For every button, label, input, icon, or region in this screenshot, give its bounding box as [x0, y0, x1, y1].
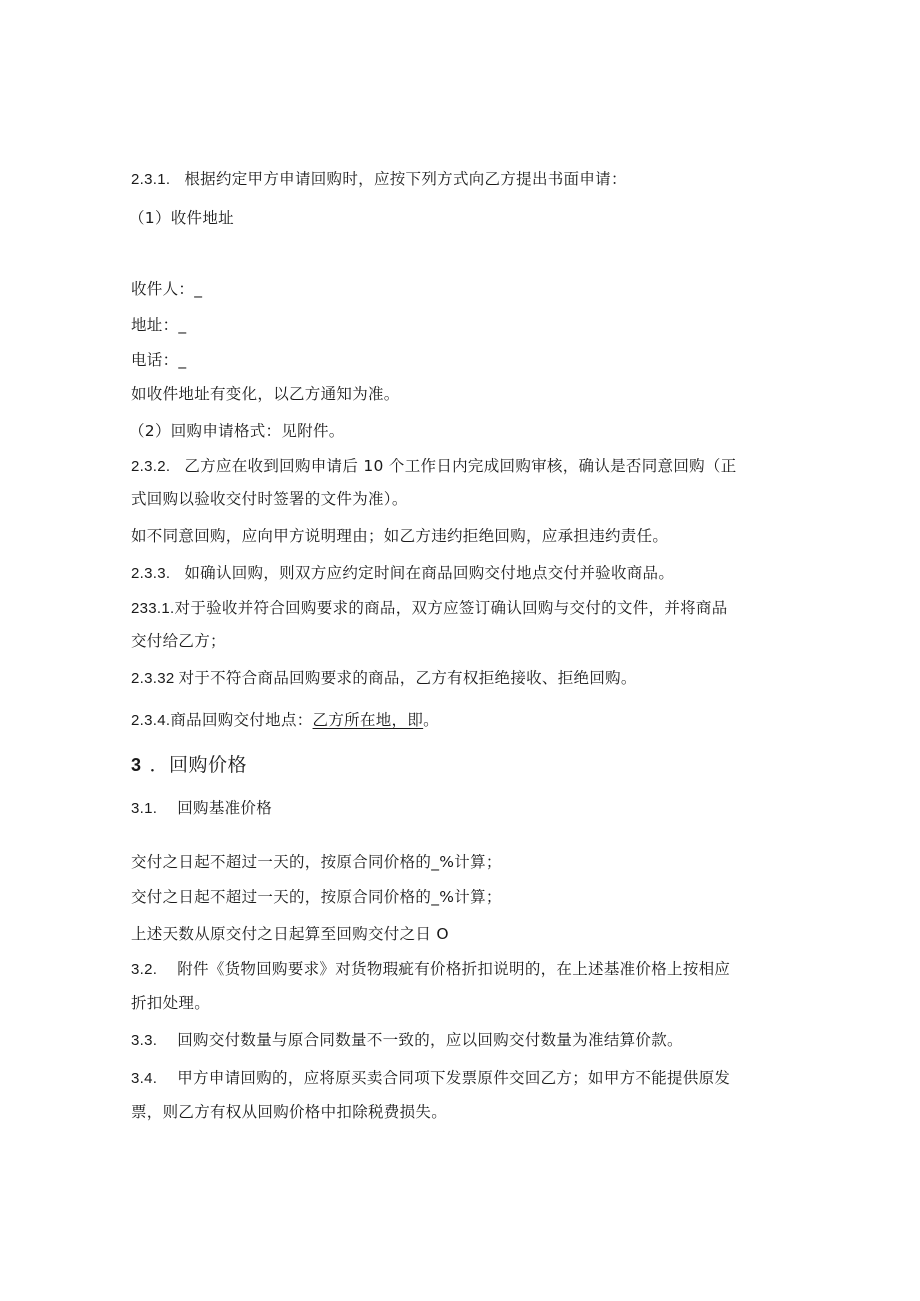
delivery-location-blank: 乙方所在地，即 — [312, 711, 424, 729]
clause-number: 233.1. — [131, 600, 175, 617]
phone-field: 电话：_ — [131, 351, 187, 369]
clause-3-2-line2: 折扣处理。 — [131, 994, 211, 1012]
item-1-receiving-address: （1）收件地址 — [129, 209, 234, 227]
clause-number: 3.1. — [131, 800, 158, 817]
clause-3-4-line2: 票，则乙方有权从回购价格中扣除税费损失。 — [131, 1103, 448, 1121]
clause-3-1 — [131, 797, 272, 820]
clause-233-1-line1 — [131, 597, 728, 620]
clause-number: 2.3.2. — [131, 458, 171, 475]
clause-text: 对于验收并符合回购要求的商品，双方应签订确认回购与交付的文件，并将商品 — [174, 599, 728, 617]
clause-text: 如确认回购，则双方应约定时间在商品回购交付地点交付并验收商品。 — [184, 564, 675, 582]
days-calculation-note: 上述天数从原交付之日起算至回购交付之日 O — [131, 925, 449, 943]
clause-3-4-line1 — [131, 1067, 730, 1090]
clause-text: 乙方应在收到回购申请后 10 个工作日内完成回购审核，确认是否同意回购（正 — [184, 457, 737, 475]
clause-2-3-32 — [131, 667, 637, 690]
clause-text: 根据约定甲方申请回购时，应按下列方式向乙方提出书面申请： — [184, 170, 627, 188]
clause-3-3 — [131, 1029, 683, 1052]
clause-number: 2.3.1. — [131, 171, 171, 188]
clause-text: 对于不符合商品回购要求的商品，乙方有权拒绝接收、拒绝回购。 — [178, 669, 637, 687]
clause-suffix: 。 — [423, 711, 439, 729]
disagree-note: 如不同意回购，应向甲方说明理由；如乙方违约拒绝回购，应承担违约责任。 — [131, 527, 669, 545]
clause-text: 甲方申请回购的，应将原买卖合同项下发票原件交回乙方；如甲方不能提供原发 — [177, 1069, 731, 1087]
clause-3-2-line1 — [131, 958, 730, 981]
price-rule-1: 交付之日起不超过一天的，按原合同价格的_%计算； — [131, 853, 502, 871]
section-number: 3 — [131, 755, 142, 775]
recipient-field: 收件人：_ — [131, 280, 203, 298]
clause-2-3-4 — [131, 709, 439, 732]
clause-number: 2.3.3. — [131, 565, 171, 582]
clause-2-3-3 — [131, 562, 674, 585]
address-change-note: 如收件地址有变化，以乙方通知为准。 — [131, 385, 400, 403]
clause-2-3-2-line2: 式回购以验收交付时签署的文件为准）。 — [131, 490, 408, 508]
section-3-heading — [131, 754, 247, 776]
clause-233-1-line2: 交付给乙方； — [131, 632, 226, 650]
clause-number: 3.4. — [131, 1070, 158, 1087]
clause-text: 附件《货物回购要求》对货物瑕疵有价格折扣说明的，在上述基准价格上按相应 — [177, 960, 731, 978]
price-rule-2: 交付之日起不超过一天的，按原合同价格的_%计算； — [131, 888, 502, 906]
clause-2-3-1 — [131, 168, 627, 191]
section-title: ．回购价格 — [149, 754, 248, 776]
clause-2-3-2-line1 — [131, 455, 737, 478]
clause-number: 3.3. — [131, 1032, 158, 1049]
address-field: 地址：_ — [131, 316, 187, 334]
clause-number: 3.2. — [131, 961, 158, 978]
clause-text: 回购基准价格 — [177, 799, 273, 817]
clause-text: 回购交付数量与原合同数量不一致的，应以回购交付数量为准结算价款。 — [177, 1031, 683, 1049]
clause-text: 商品回购交付地点： — [170, 711, 313, 729]
clause-number: 2.3.4. — [131, 712, 171, 729]
clause-number: 2.3.32 — [131, 670, 175, 687]
item-2-application-format: （2）回购申请格式：见附件。 — [129, 422, 345, 440]
